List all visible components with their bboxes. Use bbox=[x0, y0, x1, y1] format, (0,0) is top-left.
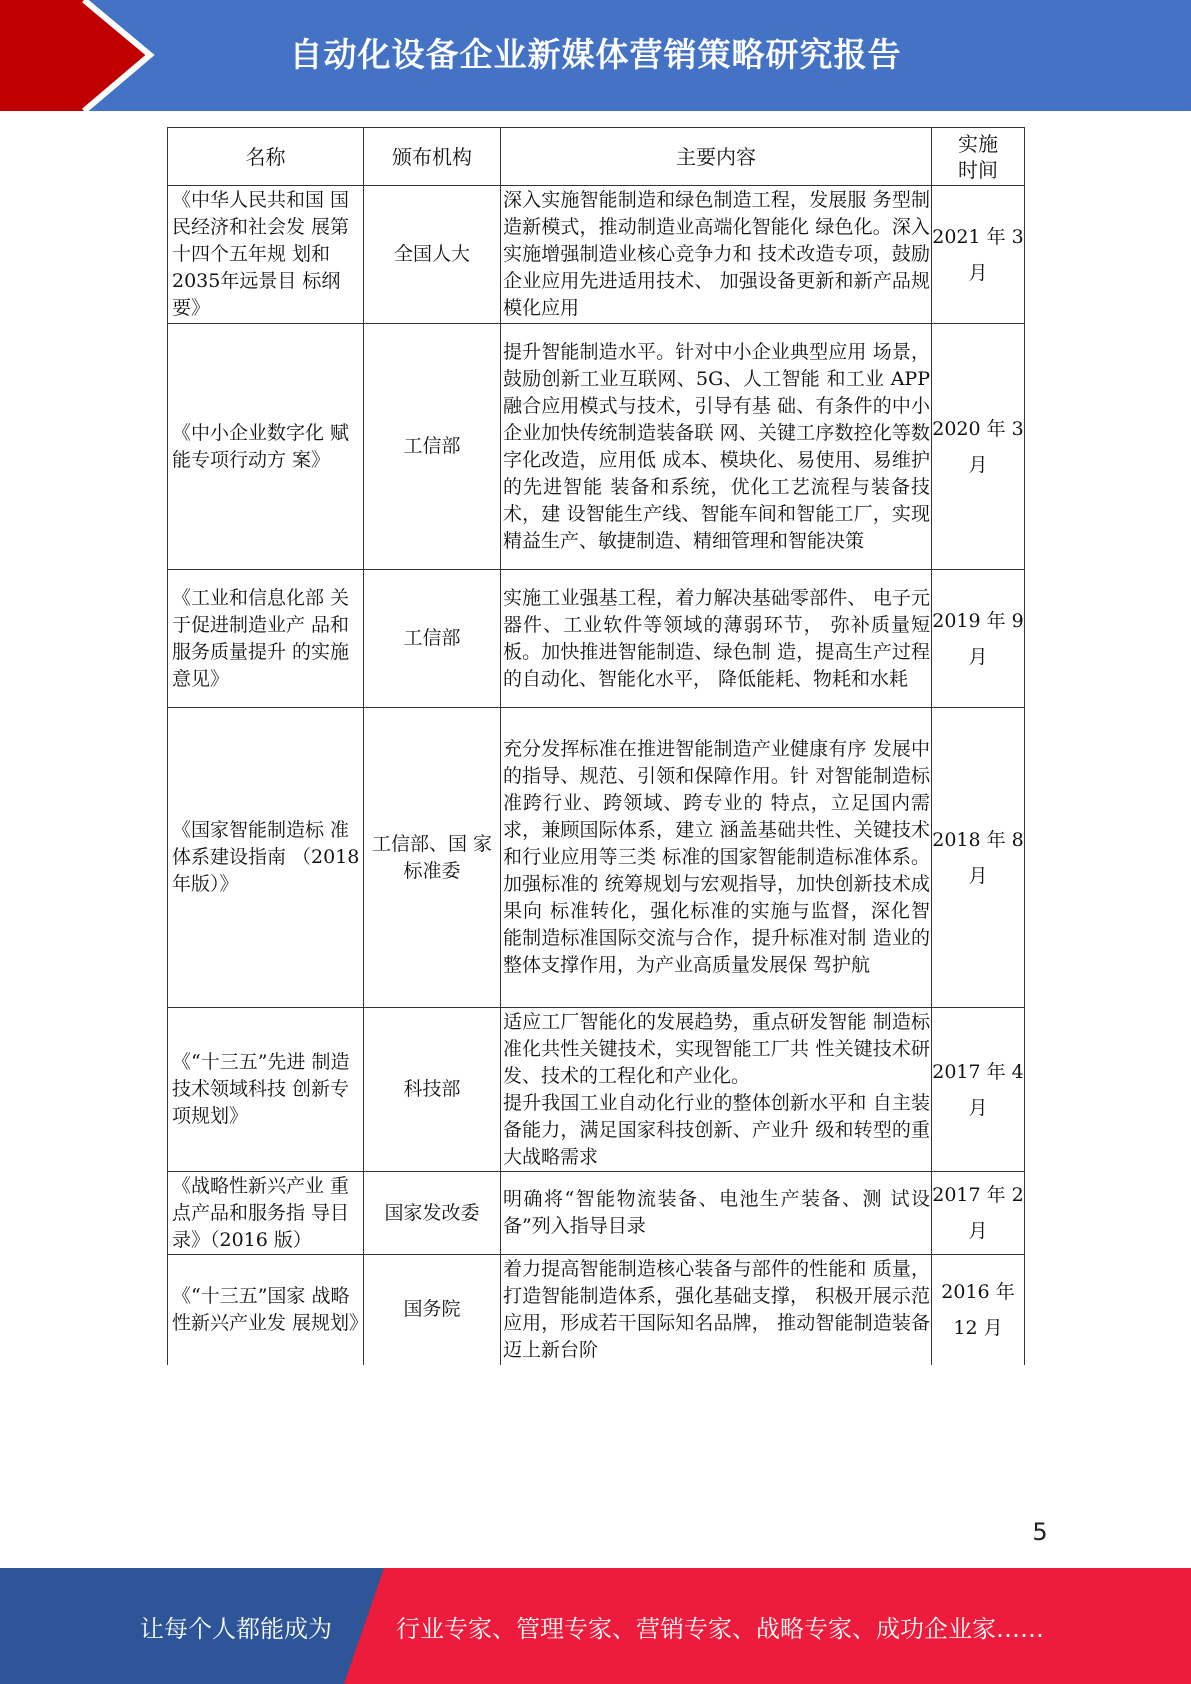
footer-slogan-right: 行业专家、管理专家、营销专家、战略专家、成功企业家…… bbox=[396, 1614, 1044, 1643]
row-date: 2017 年 4 月 bbox=[932, 1008, 1025, 1172]
page-header bbox=[0, 0, 1191, 111]
row-content: 深入实施智能制造和绿色制造工程，发展服 务型制造新模式，推动制造业高端化智能化 绿色化。深入实施增强制造业核心竞争力和 技术改造专项，鼓励企业应用先进适用技术、 加强设备更新和新产品规模化应用 bbox=[501, 186, 932, 324]
header-org: 颁布机构 bbox=[364, 128, 501, 186]
row-org: 国务院 bbox=[364, 1255, 501, 1365]
page-number: 5 bbox=[1032, 1518, 1048, 1546]
row-content: 适应工厂智能化的发展趋势，重点研发智能 制造标准化共性关键技术，实现智能工厂共 性关键技术研发、技术的工程化和产业化。 提升我国工业自动化行业的整体创新水平和 自主装备能力，满足国家科技创新、产业升 级和转型的重大战略需求 bbox=[501, 1008, 932, 1172]
row-content: 着力提高智能制造核心装备与部件的性能和 质量，打造智能制造体系，强化基础支撑， 积极开展示范应用，形成若干国际知名品牌， 推动智能制造装备迈上新台阶 bbox=[501, 1255, 932, 1365]
table-row bbox=[168, 186, 1025, 324]
row-content: 充分发挥标准在推进智能制造产业健康有序 发展中的指导、规范、引领和保障作用。针 对智能制造标准跨行业、跨领域、跨专业的 特点，立足国内需求，兼顾国际体系，建立 涵盖基础共性、关键技术和行业应用等三类 标准的国家智能制造标准体系。加强标准的 统筹规划与宏观指导，加快创新技术成果向 标准转化，强化标准的实施与监督，深化智 能制造标准国际交流与合作，提升标准对制 造业的整体支撑作用，为产业高质量发展保 驾护航 bbox=[501, 708, 932, 1008]
table-row bbox=[168, 570, 1025, 708]
row-org: 工信部 bbox=[364, 324, 501, 570]
page-footer bbox=[0, 1568, 1191, 1684]
policy-table-container bbox=[167, 127, 1024, 1365]
row-org: 全国人大 bbox=[364, 186, 501, 324]
row-name: 《中华人民共和国 国民经济和社会发 展第十四个五年规 划和2035年远景目 标纲要》 bbox=[168, 186, 364, 324]
table-header-row bbox=[168, 128, 1025, 186]
row-org: 国家发改委 bbox=[364, 1172, 501, 1255]
row-name: 《工业和信息化部 关于促进制造业产 品和服务质量提升 的实施意见》 bbox=[168, 570, 364, 708]
row-name: 《中小企业数字化 赋能专项行动方 案》 bbox=[168, 324, 364, 570]
row-content: 实施工业强基工程，着力解决基础零部件、 电子元器件、工业软件等领域的薄弱环节， 弥补质量短板。加快推进智能制造、绿色制 造，提高生产过程的自动化、智能化水平， 降低能耗、物耗和水耗 bbox=[501, 570, 932, 708]
row-org: 工信部、国 家标准委 bbox=[364, 708, 501, 1008]
row-date: 2016 年 12 月 bbox=[932, 1255, 1025, 1365]
footer-slogan-left: 让每个人都能成为 bbox=[140, 1614, 332, 1643]
table-row bbox=[168, 1008, 1025, 1172]
policy-table bbox=[167, 127, 1025, 1365]
row-date: 2018 年 8 月 bbox=[932, 708, 1025, 1008]
row-content: 提升智能制造水平。针对中小企业典型应用 场景，鼓励创新工业互联网、5G、人工智能 和工业 APP 融合应用模式与技术，引导有基 础、有条件的中小企业加快传统制造装备联 网、关键工序数控化等数字化改造，应用低 成本、模块化、易使用、易维护的先进智能 装备和系统，优化工艺流程与装备技术，建 设智能生产线、智能车间和智能工厂，实现 精益生产、敏捷制造、精细管理和智能决策 bbox=[501, 324, 932, 570]
row-org: 工信部 bbox=[364, 570, 501, 708]
row-name: 《战略性新兴产业 重点产品和服务指 导目录》（2016 版） bbox=[168, 1172, 364, 1255]
header-content: 主要内容 bbox=[501, 128, 932, 186]
row-date: 2020 年 3 月 bbox=[932, 324, 1025, 570]
table-row bbox=[168, 708, 1025, 1008]
header-date: 实施时间 bbox=[932, 128, 1025, 186]
row-name: 《“十三五”国家 战略性新兴产业发 展规划》 bbox=[168, 1255, 364, 1365]
report-title: 自动化设备企业新媒体营销策略研究报告 bbox=[289, 34, 902, 74]
header-name: 名称 bbox=[168, 128, 364, 186]
table-row bbox=[168, 1172, 1025, 1255]
row-date: 2021 年 3 月 bbox=[932, 186, 1025, 324]
row-content: 明确将“智能物流装备、电池生产装备、测 试设备”列入指导目录 bbox=[501, 1172, 932, 1255]
table-row bbox=[168, 324, 1025, 570]
row-org: 科技部 bbox=[364, 1008, 501, 1172]
row-name: 《“十三五”先进 制造技术领域科技 创新专项规划》 bbox=[168, 1008, 364, 1172]
row-name: 《国家智能制造标 准体系建设指南 （2018 年版）》 bbox=[168, 708, 364, 1008]
row-date: 2017 年 2 月 bbox=[932, 1172, 1025, 1255]
table-row bbox=[168, 1255, 1025, 1365]
row-date: 2019 年 9 月 bbox=[932, 570, 1025, 708]
